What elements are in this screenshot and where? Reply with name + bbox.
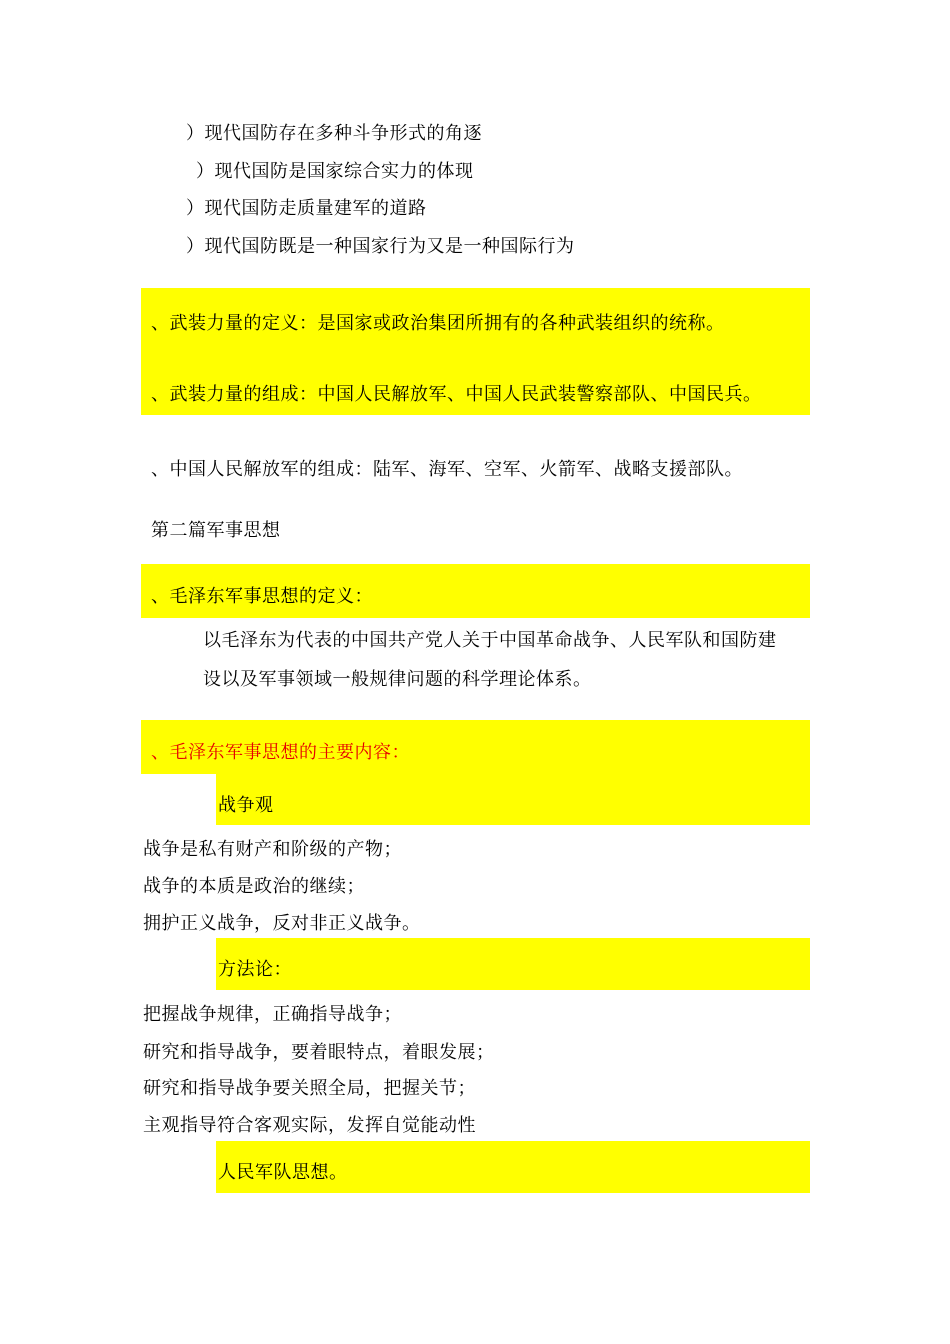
people-army-heading: 人民军队思想。 — [218, 1162, 348, 1183]
armed-force-composition: 、武装力量的组成：中国人民解放军、中国人民武装警察部队、中国民兵。 — [151, 384, 762, 405]
highlight-war-view — [216, 774, 810, 825]
methodology-point-2: 研究和指导战争，要着眼特点，着眼发展； — [143, 1042, 495, 1063]
methodology-heading: 方法论： — [218, 959, 292, 980]
mao-definition-heading: 、毛泽东军事思想的定义： — [151, 586, 373, 607]
methodology-point-1: 把握战争规律，正确指导战争； — [143, 1004, 402, 1025]
intro-item-3: ）现代国防走质量建军的道路 — [186, 198, 427, 219]
methodology-point-4: 主观指导符合客观实际，发挥自觉能动性 — [143, 1115, 476, 1136]
mao-content-heading: 、毛泽东军事思想的主要内容： — [151, 742, 410, 763]
part-two-title: 第二篇军事思想 — [151, 520, 281, 541]
methodology-point-3: 研究和指导战争要关照全局，把握关节； — [143, 1078, 476, 1099]
intro-item-2: ）现代国防是国家综合实力的体现 — [196, 161, 474, 182]
mao-definition-line-2: 设以及军事领域一般规律问题的科学理论体系。 — [203, 669, 592, 690]
armed-force-definition: 、武装力量的定义：是国家或政治集团所拥有的各种武装组织的统称。 — [151, 313, 725, 334]
pla-composition: 、中国人民解放军的组成：陆军、海军、空军、火箭军、战略支援部队。 — [151, 459, 743, 480]
intro-item-1: ）现代国防存在多种斗争形式的角逐 — [186, 123, 482, 144]
mao-definition-line-1: 以毛泽东为代表的中国共产党人关于中国革命战争、人民军队和国防建 — [203, 630, 777, 651]
intro-item-4: ）现代国防既是一种国家行为又是一种国际行为 — [186, 236, 575, 257]
highlight-methodology — [216, 938, 810, 990]
war-view-point-1: 战争是私有财产和阶级的产物； — [143, 839, 402, 860]
war-view-point-2: 战争的本质是政治的继续； — [143, 876, 365, 897]
war-view-heading: 战争观 — [218, 795, 274, 816]
war-view-point-3: 拥护正义战争，反对非正义战争。 — [143, 913, 421, 934]
